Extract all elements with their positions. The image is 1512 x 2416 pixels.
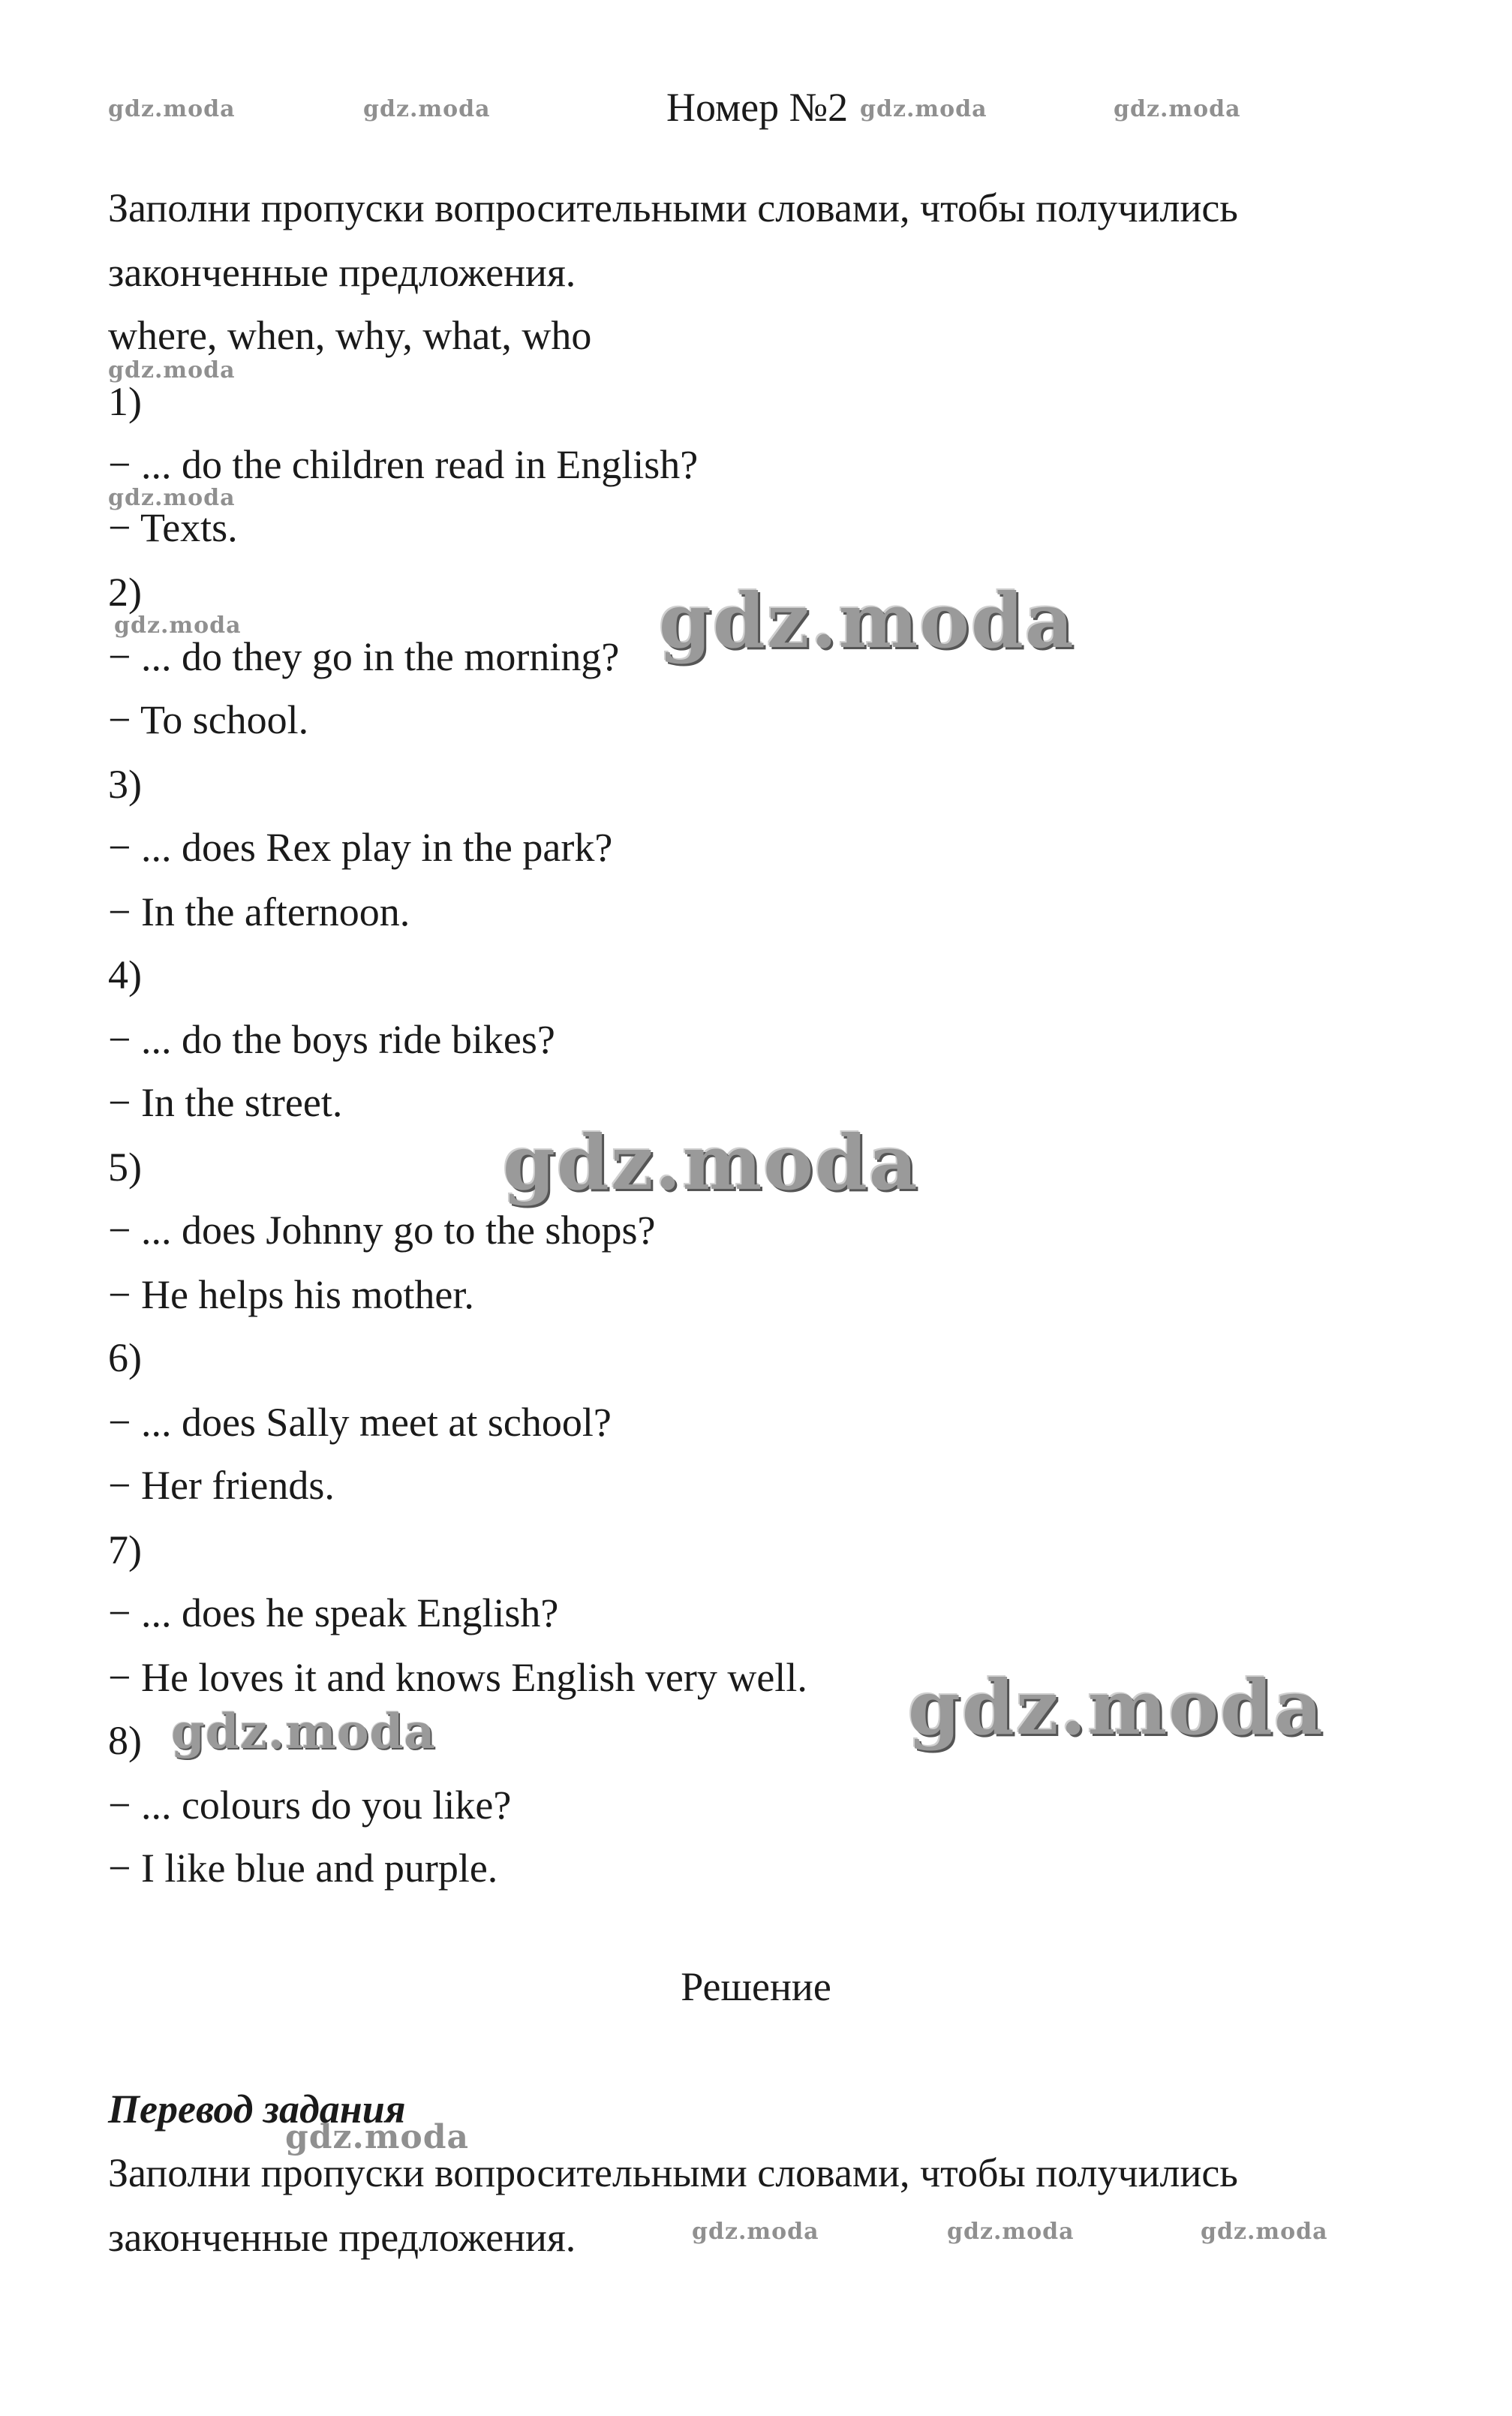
watermark: gdz.moda [108,96,236,122]
item-answer: − He loves it and knows English very well. [108,1655,807,1700]
item-number: 7) [108,1527,142,1572]
item-question: − ... does Johnny go to the shops? [108,1208,656,1253]
item-number: 1) [108,379,142,424]
item-question: − ... do they go in the morning? [108,634,620,679]
item-question: − ... does he speak English? [108,1590,559,1635]
item-answer: − To school. [108,697,309,742]
item-question: − ... do the boys ride bikes? [108,1017,555,1062]
watermark: gdz.moda [908,1663,1324,1752]
item-number: 6) [108,1335,142,1380]
item-answer: − In the afternoon. [108,889,410,934]
item-number: 3) [108,762,142,807]
watermark: gdz.moda [1114,96,1241,122]
solution-title: Решение [681,1964,831,2009]
item-answer: − Texts. [108,505,238,550]
translation-line: законченные предложения. [108,2215,576,2260]
instruction-line: законченные предложения. [108,250,576,295]
translation-heading: Перевод задания [108,2087,406,2132]
watermark: gdz.moda [659,576,1075,665]
watermark: gdz.moda [860,96,987,122]
item-answer: − Her friends. [108,1463,335,1508]
item-question: − ... does Sally meet at school? [108,1400,612,1445]
item-answer: − He helps his mother. [108,1272,474,1317]
watermark: gdz.moda [108,357,236,384]
translation-line: Заполни пропуски вопросительными словами, чтобы получились [108,2150,1238,2195]
item-number: 4) [108,952,142,997]
watermark: gdz.moda [114,612,242,639]
item-number: 8) [108,1718,142,1763]
watermark: gdz.moda [171,1704,436,1760]
watermark: gdz.moda [692,2219,819,2245]
watermark: gdz.moda [947,2219,1075,2245]
watermark: gdz.moda [503,1118,919,1207]
item-question: − ... colours do you like? [108,1783,512,1828]
watermark: gdz.moda [108,485,236,511]
word-bank: where, when, why, what, who [108,313,592,358]
item-answer: − In the street. [108,1080,343,1125]
item-question: − ... do the children read in English? [108,442,699,487]
watermark: gdz.moda [1201,2219,1328,2245]
item-question: − ... does Rex play in the park? [108,825,613,870]
watermark: gdz.moda [285,2118,470,2156]
item-number: 2) [108,570,142,615]
item-answer: − I like blue and purple. [108,1846,498,1891]
watermark: gdz.moda [363,96,491,122]
instruction-line: Заполни пропуски вопросительными словами, чтобы получились [108,185,1238,230]
page-title: Номер №2 [666,85,849,130]
item-number: 5) [108,1145,142,1190]
